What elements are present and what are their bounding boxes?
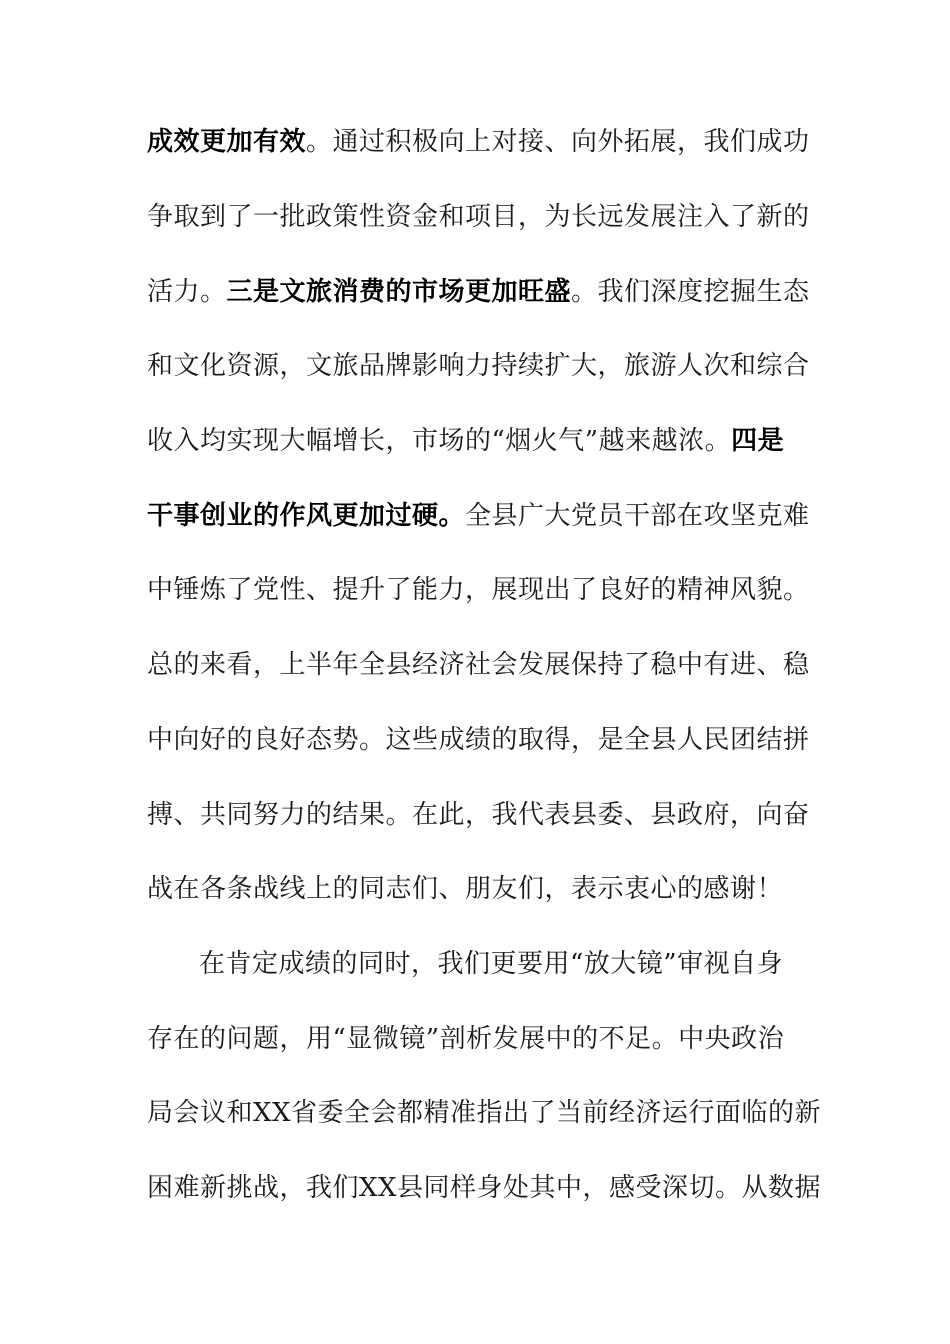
text-run: 局会议和XX省委全会都精准指出了当前经济运行面临的新 (147, 1098, 822, 1128)
text-line-2 (147, 197, 810, 237)
text-run: 争取到了一批政策性资金和项目，为长远发展注入了新的 (147, 202, 810, 232)
text-line-8 (147, 645, 810, 685)
text-line-12 (199, 944, 859, 984)
bold-heading: 成效更加有效 (147, 127, 307, 157)
text-line-13 (147, 1019, 807, 1059)
text-run: 中向好的良好态势。这些成绩的取得，是全县人民团结拼 (147, 725, 810, 755)
text-run: 搏、共同努力的结果。在此，我代表县委、县政府，向奋 (147, 800, 810, 830)
text-run: 活力。 (147, 277, 227, 307)
text-run: 中锤炼了党性、提升了能力，展现出了良好的精神风貌。 (147, 575, 810, 605)
bold-heading: 干事创业的作风更加过硬。 (147, 501, 466, 531)
text-run: 在肯定成绩的同时，我们更要用“放大镜”审视自身 (199, 949, 784, 979)
text-line-6 (147, 496, 810, 536)
text-line-14 (147, 1093, 822, 1133)
text-line-10 (147, 795, 810, 835)
bold-heading: 三是文旅消费的市场更加旺盛 (226, 277, 572, 307)
text-line-1 (147, 122, 810, 162)
text-run: 困难新挑战，我们XX县同样身处其中，感受深切。从数据 (147, 1173, 822, 1203)
text-line-3 (147, 272, 810, 312)
text-line-7 (147, 570, 810, 610)
text-line-4 (147, 346, 810, 386)
text-run: 。我们深度挖掘生态 (571, 277, 810, 307)
text-line-11 (147, 869, 807, 909)
text-run: 全县广大党员干部在攻坚克难 (465, 501, 810, 531)
text-run: 和文化资源，文旅品牌影响力持续扩大，旅游人次和综合 (147, 351, 810, 381)
text-run: 总的来看，上半年全县经济社会发展保持了稳中有进、稳 (147, 650, 810, 680)
text-line-15 (147, 1168, 822, 1208)
text-run: 存在的问题，用“显微镜”剖析发展中的不足。中央政治 (147, 1024, 785, 1054)
text-run: 。通过积极向上对接、向外拓展，我们成功 (306, 127, 810, 157)
text-run: 战在各条战线上的同志们、朋友们，表示衷心的感谢！ (147, 874, 784, 904)
text-line-9 (147, 720, 810, 760)
bold-heading: 四是 (731, 426, 785, 456)
text-run: 收入均实现大幅增长，市场的“烟火气”越来越浓。 (147, 426, 732, 456)
text-line-5 (147, 421, 807, 461)
